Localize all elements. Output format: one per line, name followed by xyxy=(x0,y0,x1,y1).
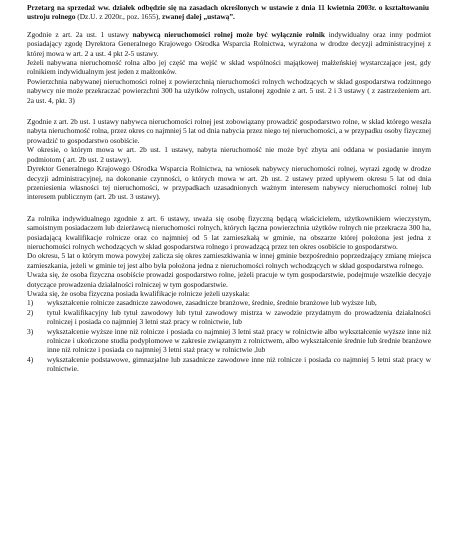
list-text: wykształcenie wyższe inne niż rolnicze i posiada co najmniej 3 letni staż pracy w rolnictwie albo wykształcenie wyższe inne niż rolnicze i ukończone studia podyplomowe w zakresie związanym z rolnictwem, albo wykształcenie średnie lub średnie branżowe inne niż rolnicze i posiada co najmniej 3 letni staż pracy w rolnictwie ,lub xyxy=(47,326,431,355)
list-item xyxy=(27,327,431,355)
document-header xyxy=(27,3,431,22)
text-run: indywidualny oraz inny podmiot posiadający zgodę Dyrektora Generalnego Krajowego Ośrodka Wsparcia Rolnictwa, wyrażona w drodze decyzji administracyjnej z której mowa w art. 2 a ust. 4 pkt 2-5 ustawy. xyxy=(27,29,432,58)
list-text: wykształcenie podstawowe, gimnazjalne lub zasadnicze zawodowe inne niż rolnicze i posiada co najmniej 5 letni staż pracy w rolnictwie. xyxy=(47,354,431,374)
paragraph: Uważa się, że osoba fizyczna osobiście prowadzi gospodarstwo rolne, jeżeli pracuje w tym gospodarstwie, podejmuje wszelkie decyzje dotyczące prowadzenia działalności rolniczej w tym gospodarstwie. xyxy=(27,270,431,289)
section-obligations xyxy=(27,117,431,202)
list-item xyxy=(27,355,431,374)
paragraph: Jeżeli nabywana nieruchomość rolna albo jej część ma wejść w skład wspólności majątkowej małżeńskiej wystarczające jest, gdy rolnikiem indywidualnym jest jeden z małżonków. xyxy=(27,58,431,77)
paragraph: Dyrektor Generalnego Krajowego Ośrodka Wsparcia Rolnictwa, na wniosek nabywcy nieruchomości rolnej, wyrazi zgodę w drodze decyzji administracyjnej, na dokonanie czynności, o których mowa w art. 2b ust. 2 ustawy przed upływem okresu 5 lat od dnia przeniesienia własności tej nieruchomości, w przypadkach uzasadnionych ważnym interesem nabywcy nieruchomości rolnej lub interesem publicznym (art. 2b ust. 3 ustawy). xyxy=(27,164,431,202)
paragraph: Powierzchnia nabywanej nieruchomości rolnej z powierzchnią nieruchomości rolnych wchodzących w skład gospodarstwa rodzinnego nabywcy nie może przekraczać powierzchni 300 ha użytków rolnych, ustalonej zgodnie z art. 5 ust. 2 i 3 ustawy ( z zastrzeżeniem art. 2a ust. 4, pkt. 3) xyxy=(27,76,431,105)
list-number: 3) xyxy=(27,326,34,336)
header-citation: (Dz.U. z 2020r., poz. 1655), xyxy=(75,12,163,22)
section-individual-farmer xyxy=(27,214,431,374)
paragraph: W okresie, o którym mowa w art. 2b ust. 1 ustawy, nabyta nieruchomość nie może być zbyta ani oddana w posiadanie innym podmiotom ( art. 2b ust. 2 ustawy). xyxy=(27,145,431,164)
list-number: 4) xyxy=(27,354,34,364)
emphasis-text: nabywcą nieruchomości rolnej może być wyłącznie rolnik xyxy=(132,29,326,39)
list-item xyxy=(27,298,431,307)
paragraph: Za rolnika indywidualnego zgodnie z art. 6 ustawy, uważa się osobę fizyczną będącą właścicielem, użytkownikiem wieczystym, samoistnym posiadaczem lub dzierżawcą nieruchomości rolnych, których łączna powierzchnia użytków rolnych nie przekracza 300 ha, posiadającą kwalifikacje rolnicze oraz co najmniej od 5 lat zamieszkałą w gminie, na obszarze której położona jest jedna z nieruchomości rolnych wchodzących w skład gospodarstwa rolnego i prowadzącą przez ten okres osobiście to gospodarstwo. xyxy=(27,213,431,251)
paragraph: Uważa się, że osoba fizyczna posiada kwalifikacje rolnicze jeżeli uzyskała: xyxy=(27,288,250,298)
header-bold-lead: Przetarg na sprzedaż ww. działek odbędzie się na zasadach określonych w ustawie z dnia 11 kwietnia 2003r. o kształtowaniu ustroju rolnego xyxy=(27,3,429,22)
list-text: tytuł kwalifikacyjny lub tytuł zawodowy lub tytuł zawodowy mistrza w zawodzie przydatnym do prowadzenia działalności rolniczej i posiada co najmniej 3 letni staż pracy w rolnictwie, lub xyxy=(47,307,431,327)
paragraph: Zgodnie z art. 2b ust. 1 ustawy nabywca nieruchomości rolnej jest zobowiązany prowadzić gospodarstwo rolne, w skład którego weszła nabyta nieruchomość rolna, przez okres co najmniej 5 lat od dnia nabycia przez niego tej nieruchomości, a w przypadku osoby fizycznej prowadzić to gospodarstwo osobiście. xyxy=(27,117,431,145)
header-bold-tail: zwanej dalej „ustawą”. xyxy=(162,12,235,22)
list-text: wykształcenie rolnicze zasadnicze zawodowe, zasadnicze branżowe, średnie, średnie branżowe lub wyższe lub, xyxy=(47,298,377,308)
qualification-list xyxy=(27,298,431,373)
list-item xyxy=(27,308,431,327)
list-number: 1) xyxy=(27,298,34,308)
paragraph xyxy=(27,30,431,58)
paragraph: Do okresu, 5 lat o którym mowa powyżej zalicza się okres zamieszkiwania w innej gminie bezpośrednio poprzedzający zmianę miejsca zamieszkania, jeżeli w gminie tej jest albo była położona jedna z nieruchomości rolnych wchodzących w skład gospodarstwa rolnego. xyxy=(27,251,431,270)
list-number: 2) xyxy=(27,307,34,317)
section-buyer-eligibility xyxy=(27,30,431,105)
text-run: Zgodnie z art. 2a ust. 1 ustawy xyxy=(27,29,133,39)
